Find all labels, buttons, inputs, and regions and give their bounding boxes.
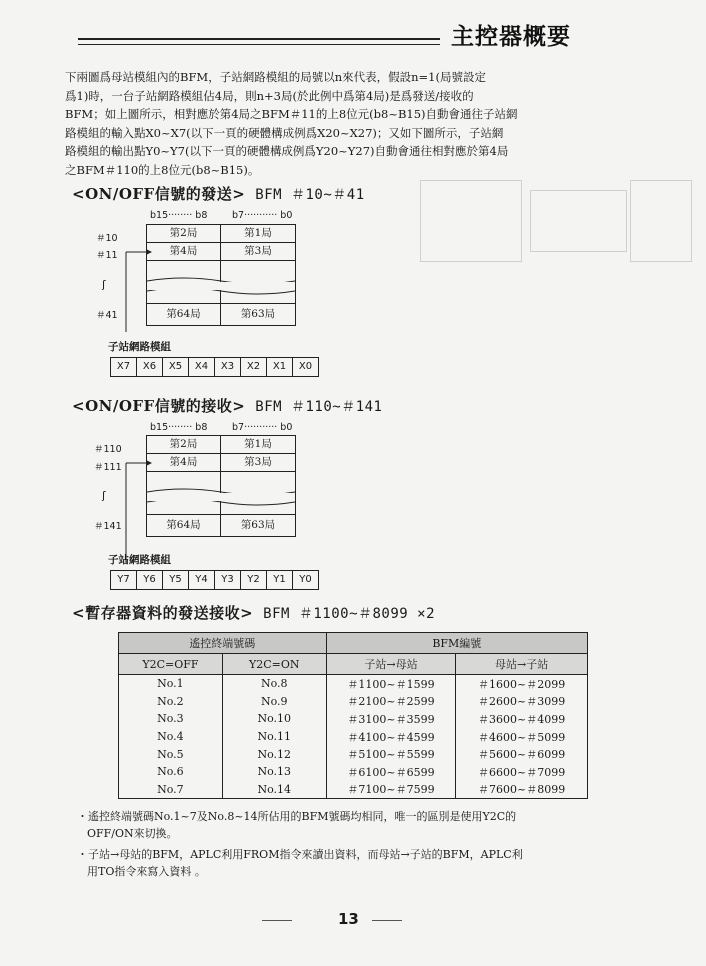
intro-paragraph — [65, 68, 585, 180]
memory-cell: 第63局 — [221, 514, 295, 536]
input-point: X3 — [215, 358, 241, 376]
input-point: X2 — [241, 358, 267, 376]
paragraph-line: 爲1)時，一台子站網路模組佔4局，則n+3局(於此例中爲第4局)是爲發送/接收的 — [65, 88, 474, 103]
send-section-title — [72, 183, 365, 204]
input-point: X1 — [267, 358, 293, 376]
table-cell: ＃5100~＃5599 — [326, 745, 456, 763]
table-row — [119, 675, 588, 693]
memory-break-wave — [147, 275, 295, 297]
table-cell: No.13 — [222, 763, 326, 781]
column-header: Y2C=ON — [222, 654, 326, 675]
register-label: ＃10 — [96, 233, 118, 244]
paragraph-line: 之BFM＃110的上8位元(b8~B15)。 — [65, 162, 260, 177]
bit-range-low: b7··········· b0 — [232, 422, 293, 433]
input-point: X0 — [298, 361, 313, 372]
bleed-through-box — [530, 190, 627, 252]
bfm-register-table — [118, 632, 588, 799]
table-cell: ＃4100~＃4599 — [326, 728, 456, 746]
paragraph-line: 下兩圖爲母站模組內的BFM，子站網路模組的局號以n來代表，假設n=1(局號設定 — [65, 70, 486, 84]
output-point: Y2 — [241, 571, 267, 589]
column-header: 子站→母站 — [326, 654, 456, 675]
receive-title-text: <ON/OFF信號的接收> — [72, 397, 246, 415]
table-header-bfm: BFM編號 — [326, 633, 587, 654]
register-section-title — [72, 602, 435, 623]
receive-bfm-range: BFM ＃110~＃141 — [255, 399, 383, 415]
send-bfm-range: BFM ＃10~＃41 — [255, 187, 365, 203]
bit-range-low: b7··········· b0 — [232, 210, 293, 221]
note-item — [77, 846, 597, 880]
register-title-text: <暫存器資料的發送接收> — [72, 604, 254, 622]
column-header: 母站→子站 — [456, 654, 588, 675]
bleed-through-box — [630, 180, 692, 262]
bit-range-high: b15········ b8 — [150, 422, 208, 433]
output-point: Y6 — [137, 571, 163, 589]
slave-unit-title: 子站網路模組 — [108, 554, 171, 566]
output-point: Y7 — [111, 571, 137, 589]
receive-section-title — [72, 395, 382, 416]
register-ellipsis: ʃ — [102, 489, 106, 502]
memory-cell: 第64局 — [147, 514, 220, 536]
note-line: ・子站→母站的BFM，APLC利用FROM指令來讀出資料，而母站→子站的BFM，APLC利 — [77, 848, 523, 861]
table-cell: No.5 — [119, 745, 223, 763]
table-cell: No.10 — [222, 710, 326, 728]
register-label: ＃41 — [96, 310, 118, 321]
register-label: ＃111 — [94, 462, 122, 473]
memory-cell: 第3局 — [221, 454, 295, 472]
table-cell: No.8 — [222, 675, 326, 693]
memory-break-wave — [147, 486, 295, 508]
table-row — [119, 710, 588, 728]
table-row — [119, 763, 588, 781]
paragraph-line: 路模組的輸出點Y0~Y7(以下一頁的硬體構成例爲Y20~Y27)自動會通往相對應於第4局 — [65, 144, 509, 159]
table-cell: No.4 — [119, 728, 223, 746]
footer-dash — [372, 920, 402, 921]
register-ellipsis: ʃ — [102, 278, 106, 291]
page-number: 13 — [338, 910, 359, 928]
memory-cell: 第1局 — [221, 225, 295, 243]
memory-cell: 第2局 — [147, 436, 220, 454]
output-point: Y3 — [215, 571, 241, 589]
memory-cell: 第63局 — [221, 303, 295, 325]
receive-bfm-memory-map — [146, 435, 296, 537]
register-label: ＃110 — [94, 444, 122, 455]
input-point: X7 — [111, 358, 137, 376]
table-row — [119, 781, 588, 799]
table-cell: ＃2100~＃2599 — [326, 693, 456, 711]
table-cell: ＃3100~＃3599 — [326, 710, 456, 728]
table-cell: No.9 — [222, 693, 326, 711]
page-title: 主控器概要 — [451, 24, 571, 50]
send-title-text: <ON/OFF信號的發送> — [72, 185, 246, 203]
table-cell: No.12 — [222, 745, 326, 763]
slave-unit-title: 子站網路模組 — [108, 341, 171, 353]
table-cell: No.2 — [119, 693, 223, 711]
table-row — [119, 728, 588, 746]
table-cell: No.3 — [119, 710, 223, 728]
table-row — [119, 745, 588, 763]
table-cell: No.11 — [222, 728, 326, 746]
register-bfm-range: BFM ＃1100~＃8099 ×2 — [263, 606, 435, 622]
table-cell: ＃6600~＃7099 — [456, 763, 588, 781]
input-point: X4 — [189, 358, 215, 376]
output-point: Y0 — [299, 574, 312, 585]
input-point: X5 — [163, 358, 189, 376]
output-point: Y5 — [163, 571, 189, 589]
table-cell: ＃1600~＃2099 — [456, 675, 588, 693]
note-item — [77, 808, 597, 842]
input-point: X6 — [137, 358, 163, 376]
paragraph-line: BFM；如上圖所示，相對應於第4局之BFM＃11的上8位元(b8~B15)自動會通往子站網 — [65, 107, 518, 122]
table-cell: ＃6100~＃6599 — [326, 763, 456, 781]
input-points-box — [110, 357, 319, 377]
table-cell: ＃7100~＃7599 — [326, 781, 456, 799]
note-line: ・遙控終端號碼No.1~7及No.8~14所佔用的BFM號碼均相同，唯一的區別是使用Y2C的 — [77, 810, 517, 823]
header-rule — [78, 44, 440, 45]
register-label: ＃141 — [94, 521, 122, 532]
note-line: OFF/ON來切換。 — [87, 827, 178, 840]
table-header-terminal: 遙控終端號碼 — [119, 633, 327, 654]
header-rule — [78, 38, 440, 40]
table-cell: ＃4600~＃5099 — [456, 728, 588, 746]
table-cell: ＃7600~＃8099 — [456, 781, 588, 799]
bleed-through-box — [420, 180, 522, 262]
table-cell: No.1 — [119, 675, 223, 693]
table-cell: ＃2600~＃3099 — [456, 693, 588, 711]
memory-cell: 第4局 — [147, 454, 220, 472]
table-cell: ＃1100~＃1599 — [326, 675, 456, 693]
memory-cell: 第64局 — [147, 303, 220, 325]
table-row — [119, 693, 588, 711]
footer-dash — [262, 920, 292, 921]
bit-range-high: b15········ b8 — [150, 210, 208, 221]
memory-cell: 第1局 — [221, 436, 295, 454]
table-cell: ＃5600~＃6099 — [456, 745, 588, 763]
memory-cell: 第2局 — [147, 225, 220, 243]
memory-cell: 第4局 — [147, 243, 220, 261]
send-bfm-memory-map — [146, 224, 296, 326]
paragraph-line: 路模組的輸入點X0~X7(以下一頁的硬體構成例爲X20~X27)；又如下圖所示，子站網 — [65, 125, 504, 140]
note-line: 用TO指令來寫入資料 。 — [87, 865, 206, 878]
memory-cell: 第3局 — [221, 243, 295, 261]
table-cell: No.6 — [119, 763, 223, 781]
output-points-box — [110, 570, 319, 590]
table-cell: ＃3600~＃4099 — [456, 710, 588, 728]
column-header: Y2C=OFF — [119, 654, 223, 675]
register-label: ＃11 — [96, 250, 118, 261]
output-point: Y1 — [267, 571, 293, 589]
output-point: Y4 — [189, 571, 215, 589]
table-cell: No.14 — [222, 781, 326, 799]
table-cell: No.7 — [119, 781, 223, 799]
